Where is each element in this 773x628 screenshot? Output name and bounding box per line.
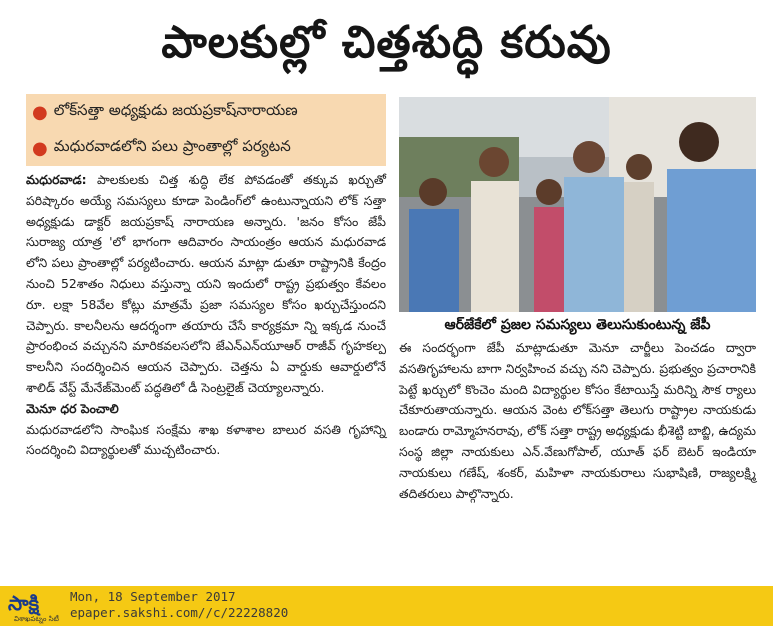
article-paragraph-1 [26,170,386,399]
article-paragraph-2: మధురవాడలోని సాంఘిక సంక్షేమ శాఖ కళాశాల బాలుర వసతి గృహాన్ని సందర్శించి విద్యార్థులతో ముచ్చటించారు. [26,421,386,458]
article-paragraph-3: ఈ సందర్భంగా జేపీ మాట్లాడుతూ మెనూ చార్జీలు పెంచడం ద్వారా వసతిగృహాలను బాగా నిర్వహించ వచ్చు నని చెప్పారు. ప్రభుత్వం ప్రచారానికి పెట్టే ఖర్చులో కొంచెం మంది విద్యార్థుల కోసం కేటాయిస్తే మరిన్ని సౌక ర్యాలు చేకూరుతాయన్నారు. ఆయన వెంట లోక్‌సత్తా తెలుగు రాష్ట్రాల నాయకుడు బండారు రామ్మోహనరావు, లోక్ సత్తా రాష్ట్ర అధ్యక్షుడు భీశెట్టి బాబ్జి, ఉద్యమ సంస్థ జిల్లా నాయకులు ఎన్.వేణుగోపాల్, యూత్ ఫర్ బెటర్ ఇండియా నాయకులు గణేష్, శంకర్, మహిళా నాయకురాలు సుభాషిణి, రాజ్యలక్ష్మి తదితరులు పాల్గొన్నారు. [399,340,756,501]
photo-caption: ఆర్‌జేకేలో ప్రజల సమస్యలు తెలుసుకుంటున్న జేపీ [444,317,711,333]
photo-illustration [399,97,756,312]
svg-text:సాక్షి: సాక్షి [8,591,40,615]
dateline: మధురవాడ: [26,172,87,187]
news-photo [399,97,756,312]
logo-mark [4,588,66,624]
bullet-icon: ● [32,101,48,123]
edition-date: Mon, 18 September 2017 [70,589,236,604]
footer-info [70,589,288,621]
highlight-text: మధురవాడలోని పలు ప్రాంతాల్లో పర్యటన [53,137,291,155]
right-column [399,338,756,504]
epaper-url[interactable]: epaper.sakshi.com//c/22228820 [70,605,289,620]
sakshi-logo [4,588,66,624]
footer-bar [0,586,773,626]
subheading: మెనూ ధర పెంచాలి [26,400,119,416]
headline: పాలకుల్లో చిత్తశుద్ధి కరువు [161,17,612,68]
highlights-box [26,94,386,166]
bullet-icon: ● [32,137,48,159]
paragraph-text: పాలకులకు చిత్త శుద్ధి లేక పోవడంతో తక్కువ ఖర్చుతో పరిష్కారం అయ్యే సమస్యలు కూడా పెండింగ్‌లో ఉంటున్నాయని లోక్ సత్తా అధ్యక్షుడు డాక్టర్ జయప్రకాష్ నారాయణ అన్నారు. 'జనం కోసం జేపీ సురాజ్య యాత్ర 'లో భాగంగా ఆదివారం సాయంత్రం ఆయన మధురవాడ లోని పలు ప్రాంతాల్లో పర్యటించారు. ఆయన మాట్లా డుతూ రాష్ట్రానికి కేంద్రం నుంచి 52శాతం నిధులు వస్తున్నా యని ఇందులో రాష్ట్ర ప్రభుత్వం కేవలం రూ. లక్షా 58వేల కోట్లు మాత్రమే ప్రజా సమస్యల కోసం ఖర్చుచేస్తుందని చెప్పారు. కాలనీలను ఆదర్శంగా తయారు చేసే కార్యక్రమా న్ని ఇక్కడ నుంచే ప్రారంభించ వచ్చునని మారికవలసలోని జేఎన్‌ఎన్‌యూఆర్ రాజీవ్ గృహకల్ప కాలనీని సందర్శించిన ఆయన చెప్పారు. చెత్తను ఏ వార్డుకు ఆవార్డులోనే శాలిడ్ వేస్ట్ మేనేజ్‌మెంట్ పద్ధతిలో డీ సెంట్రలైజ్ చెయ్యాలన్నారు. [26,172,386,395]
highlight-item [26,94,386,130]
highlight-text: లోక్‌సత్తా అధ్యక్షుడు జయప్రకాష్‌నారాయణ [53,101,298,119]
highlight-item [26,130,386,166]
svg-text:విశాఖపట్నం సిటీ: విశాఖపట్నం సిటీ [14,615,59,623]
left-column [26,170,386,461]
